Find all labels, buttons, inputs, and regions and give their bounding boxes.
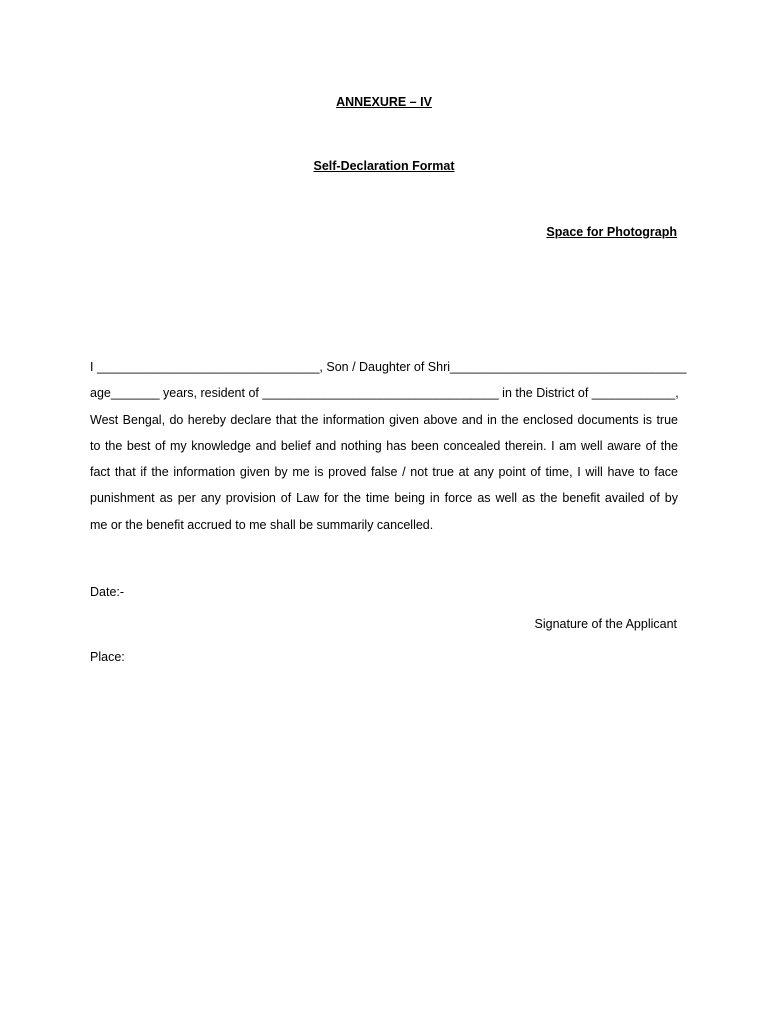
- declaration-paragraph: [90, 354, 687, 538]
- declaration-line: fact that if the information given by me is proved false / not true at any point of time, I will have to face: [90, 465, 678, 480]
- declaration-line: West Bengal, do hereby declare that the information given above and in the enclosed documents is true: [90, 412, 678, 427]
- declaration-line: me or the benefit accrued to me shall be summarily cancelled.: [90, 517, 434, 532]
- photograph-space-label: Space for Photograph: [546, 225, 677, 239]
- declaration-line: punishment as per any provision of Law for the time being in force as well as the benefit availed of by: [90, 491, 678, 506]
- declaration-line-age-residence: age_______ years, resident of __________________________________ in the District of ____________,: [90, 386, 679, 401]
- signature-label: Signature of the Applicant: [534, 617, 677, 631]
- declaration-line-name: I ________________________________, Son / Daughter of Shri__________________________________: [90, 360, 687, 374]
- annexure-title: ANNEXURE – IV: [336, 95, 432, 109]
- place-label: Place:: [90, 650, 125, 664]
- date-label: Date:-: [90, 585, 125, 599]
- declaration-line: to the best of my knowledge and belief and nothing has been concealed therein. I am well aware of the: [90, 438, 678, 453]
- form-title: Self-Declaration Format: [313, 159, 455, 173]
